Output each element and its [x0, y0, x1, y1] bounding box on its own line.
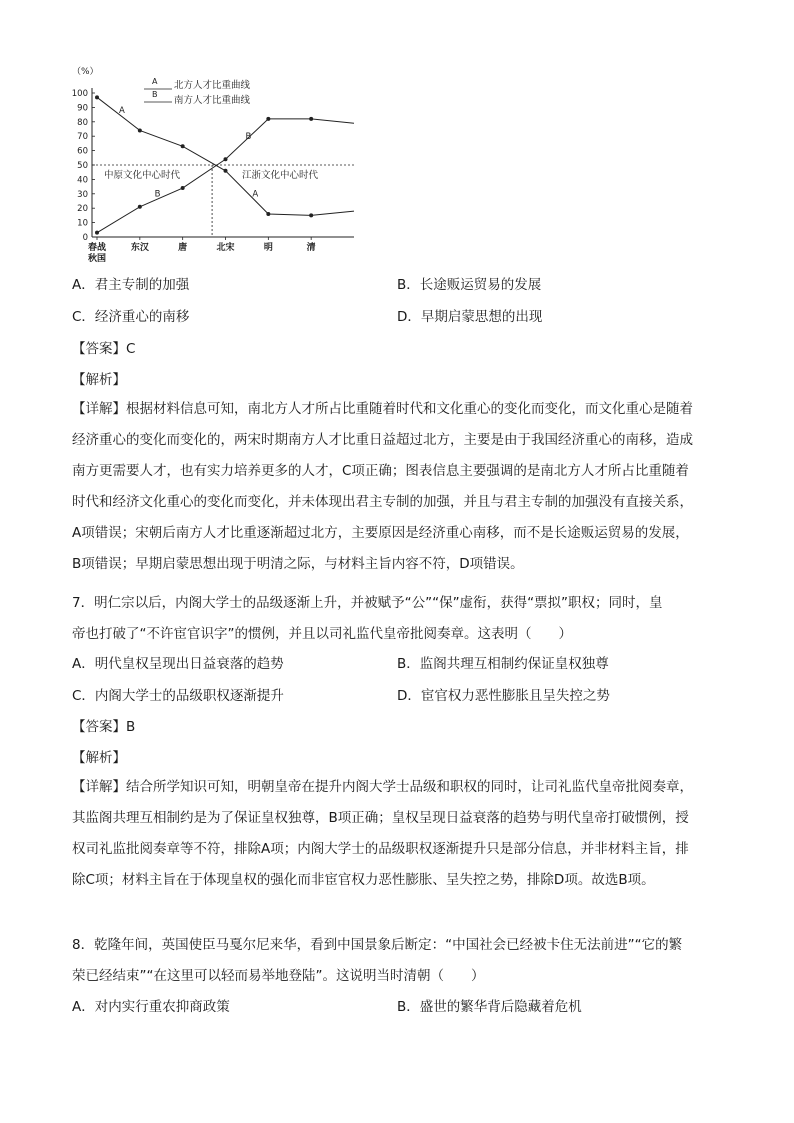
x-axis: [87, 237, 354, 264]
talent-ratio-chart: [62, 60, 362, 270]
q6-option-d: D．早期启蒙思想的出现: [397, 309, 543, 325]
legend-key-a: A: [152, 77, 158, 86]
data-point-a: [266, 212, 270, 216]
q6-detail-line: 时代和经济文化重心的变化而变化，并未体现出君主专制的加强，并且与君主专制的加强没有直接关系，: [72, 494, 693, 510]
q7-detail-line: 权司礼监批阅奏章等不符，排除A项；内阁大学士的品级职权逐渐提升只是部分信息，并非材料主旨，排: [72, 841, 689, 857]
y-tick-label: 60: [77, 146, 88, 157]
data-point-a: [138, 128, 142, 132]
data-point-b: [181, 186, 185, 190]
q6-answer: 【答案】C: [72, 341, 136, 357]
q7-stem-line: 帝也打破了“不许宦官识字”的惯例，并且以司礼监代皇帝批阅奏章。这表明（ ）: [72, 626, 572, 642]
q8-stem-line: 8．乾隆年间，英国使臣马戛尔尼来华，看到中国景象后断定：“中国社会已经被卡住无法前进”“它的繁: [72, 937, 683, 953]
legend-label-a: 北方人才比重曲线: [174, 80, 251, 91]
q7-detail-line: 【详解】结合所学知识可知，明朝皇帝在提升内阁大学士品级和职权的同时，让司礼监代皇帝批阅奏章，: [72, 779, 693, 795]
curve-label: A: [252, 189, 259, 200]
y-axis: [72, 88, 95, 243]
q7-option-a: A．明代皇权呈现出日益衰落的趋势: [72, 656, 284, 672]
region-label-central-plains: 中原文化中心时代: [104, 170, 181, 181]
chart-svg: [62, 60, 362, 270]
legend-key-b: B: [152, 90, 158, 99]
y-tick-label: 0: [82, 233, 88, 243]
q7-detail-line: 除C项；材料主旨在于体现皇权的强化而非宦官权力恶性膨胀、呈失控之势，排除D项。故选B项。: [72, 872, 655, 888]
x-tick-label: 明: [263, 243, 273, 253]
q7-answer: 【答案】B: [72, 719, 136, 735]
data-point-b: [138, 205, 142, 209]
data-point-a: [95, 95, 99, 99]
legend-label-b: 南方人才比重曲线: [174, 95, 251, 106]
q6-option-a: A．君主专制的加强: [72, 277, 190, 293]
q7-option-d: D．宦官权力恶性膨胀且呈失控之势: [397, 688, 610, 704]
y-tick-label: 30: [77, 189, 88, 200]
data-point-a: [309, 213, 313, 217]
q7-option-b: B．监阁共理互相制约保证皇权独尊: [397, 656, 609, 672]
curve-label: B: [245, 132, 252, 143]
data-point-a: [181, 144, 185, 148]
data-point-b: [309, 117, 313, 121]
q6-detail-line: 经济重心的变化而变化的，两宋时期南方人才比重日益超过北方，主要是由于我国经济重心的南移，造成: [72, 432, 693, 448]
x-tick-label: 春战: [87, 243, 107, 253]
y-tick-label: 40: [77, 175, 88, 186]
q6-detail-line: 【详解】根据材料信息可知，南北方人才所占比重随着时代和文化重心的变化而变化，而文化重心是随着: [72, 401, 693, 417]
q6-detail-line: B项错误；早期启蒙思想出现于明清之际，与材料主旨内容不符，D项错误。: [72, 556, 524, 572]
x-tick-label: 北宋: [216, 243, 235, 253]
q8-stem: [72, 930, 722, 992]
x-tick-label: 唐: [178, 243, 188, 253]
q8-stem-line: 荣已经结束”“在这里可以轻而易举地登陆”。这说明当时清朝（ ）: [72, 968, 485, 984]
q8-option-a: A．对内实行重农抑商政策: [72, 999, 230, 1015]
legend: [144, 77, 251, 106]
y-tick-label: 10: [77, 218, 88, 229]
q7-detail-line: 其监阁共理互相制约是为了保证皇权独尊，B项正确；皇权呈现日益衰落的趋势与明代皇帝打破惯例，授: [72, 810, 689, 826]
q6-detail: [72, 394, 722, 580]
curve-label: A: [119, 106, 125, 117]
q6-option-b: B．长途贩运贸易的发展: [397, 277, 542, 293]
y-tick-label: 20: [77, 204, 88, 215]
q7-analysis-heading: 【解析】: [72, 750, 126, 766]
series-line-a: [97, 97, 354, 215]
q7-detail: [72, 772, 722, 896]
curve-label: B: [154, 189, 161, 200]
data-point-a: [224, 169, 228, 173]
data-point-b: [266, 117, 270, 121]
q6-option-c: C．经济重心的南移: [72, 309, 190, 325]
y-tick-label: 100: [71, 89, 88, 99]
x-tick-label: 东汉: [130, 243, 149, 253]
y-tick-label: 50: [77, 161, 88, 171]
x-tick-label: 清: [306, 243, 316, 253]
q6-detail-line: 南方更需要人才，也有实力培养更多的人才，C项正确；图表信息主要强调的是南北方人才所占比重随着: [72, 463, 689, 479]
data-point-b: [95, 231, 99, 235]
plot-area: [92, 95, 354, 237]
y-tick-label: 70: [77, 132, 88, 143]
y-tick-label: 80: [77, 117, 88, 128]
data-point-b: [224, 157, 228, 161]
q7-stem: [72, 588, 722, 650]
y-tick-label: 90: [77, 103, 88, 114]
x-tick-label-extra: 秋国: [87, 254, 107, 264]
q6-analysis-heading: 【解析】: [72, 372, 126, 388]
q7-option-c: C．内阁大学士的品级职权逐渐提升: [72, 688, 284, 704]
q7-stem-line: 7．明仁宗以后，内阁大学士的品级逐渐上升，并被赋予“公”“保”虚衔，获得“票拟”职权；同时，皇: [72, 595, 663, 611]
region-label-jiangzhe: 江浙文化中心时代: [242, 170, 319, 181]
q6-detail-line: A项错误；宋朝后南方人才比重逐渐超过北方，主要原因是经济重心南移，而不是长途贩运贸易的发展，: [72, 525, 689, 541]
y-unit-label: （%）: [72, 67, 99, 77]
q8-option-b: B．盛世的繁华背后隐藏着危机: [397, 999, 582, 1015]
